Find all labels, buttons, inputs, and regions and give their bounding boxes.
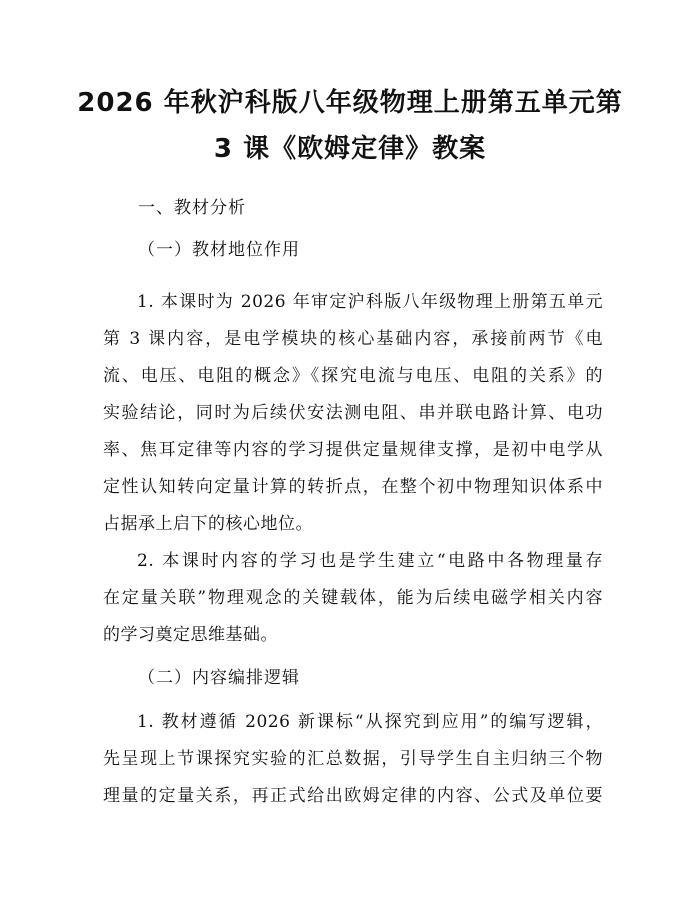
paragraph-line: 定性认知转向定量计算的转折点，在整个初中物理知识体系中 — [103, 477, 603, 497]
subsection-heading-role: （一）教材地位作用 — [138, 240, 300, 260]
paragraph-line: 1. 教材遵循 2026 新课标“从探究到应用”的编写逻辑， — [137, 712, 603, 732]
paragraph-line: 第 3 课内容，是电学模块的核心基础内容，承接前两节《电 — [103, 329, 603, 349]
paragraph-line: 2. 本课时内容的学习也是学生建立“电路中各物理量存 — [137, 551, 603, 571]
section-heading-textbook-analysis: 一、教材分析 — [138, 198, 246, 218]
paragraph-2 — [103, 543, 603, 654]
paragraph-line: 理量的定量关系，再正式给出欧姆定律的内容、公式及单位要 — [103, 786, 603, 806]
subsection-heading-content-logic: （二）内容编排逻辑 — [138, 668, 300, 688]
document-title-line-1: 2026 年秋沪科版八年级物理上册第五单元第 — [77, 88, 623, 118]
paragraph-line: 的学习奠定思维基础。 — [103, 625, 278, 645]
paragraph-3 — [103, 704, 603, 815]
paragraph-line: 实验结论，同时为后续伏安法测电阻、串并联电路计算、电功 — [103, 403, 603, 423]
paragraph-line: 流、电压、电阻的概念》《探究电流与电压、电阻的关系》的 — [103, 366, 603, 386]
paragraph-line: 率、焦耳定律等内容的学习提供定量规律支撑，是初中电学从 — [103, 440, 603, 460]
paragraph-1 — [103, 284, 603, 543]
paragraph-line: 1. 本课时为 2026 年审定沪科版八年级物理上册第五单元 — [137, 292, 603, 312]
document-title-line-2: 3 课《欧姆定律》教案 — [213, 134, 487, 164]
paragraph-line: 在定量关联”物理观念的关键载体，能为后续电磁学相关内容 — [103, 588, 603, 608]
paragraph-line: 占据承上启下的核心地位。 — [103, 514, 313, 534]
paragraph-line: 先呈现上节课探究实验的汇总数据，引导学生自主归纳三个物 — [103, 749, 603, 769]
